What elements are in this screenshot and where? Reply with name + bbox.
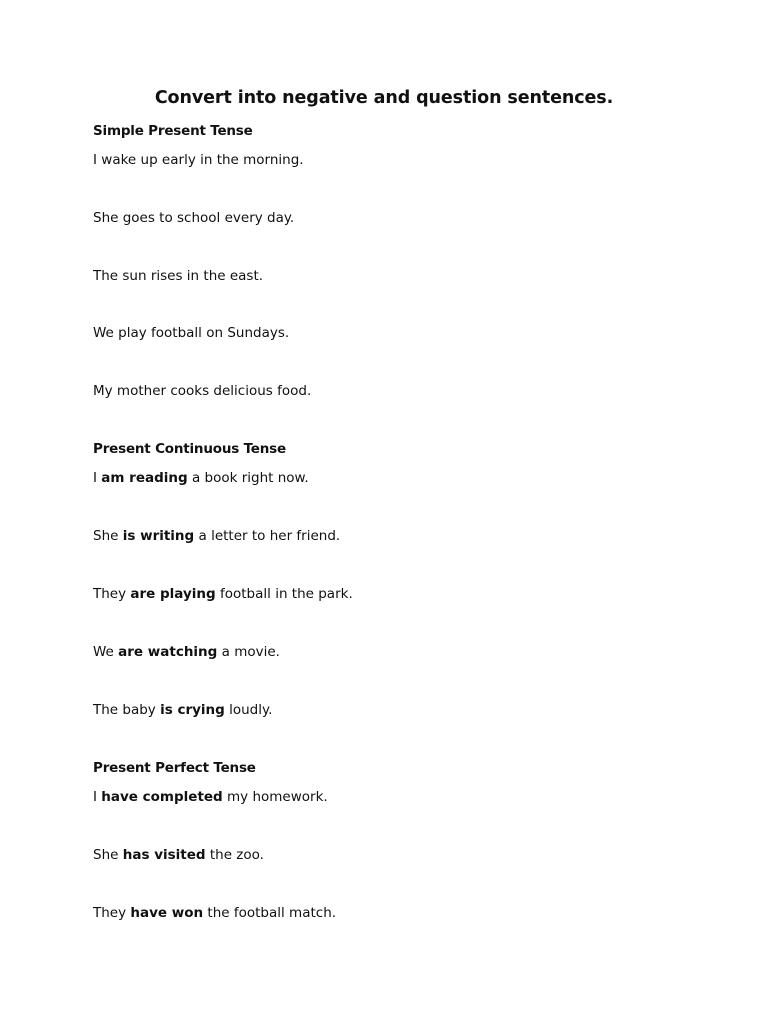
- sentence: We play football on Sundays.: [93, 325, 290, 341]
- sentence: They have won the football match.: [93, 905, 337, 921]
- section-heading-present-continuous: Present Continuous Tense: [93, 441, 286, 457]
- sentence: The baby is crying loudly.: [93, 702, 273, 718]
- section-heading-present-perfect: Present Perfect Tense: [93, 760, 256, 776]
- sentence: She has visited the zoo.: [93, 847, 264, 863]
- sentence: I have completed my homework.: [93, 789, 328, 805]
- sentence: She is writing a letter to her friend.: [93, 528, 341, 544]
- page-title: Convert into negative and question sentences.: [154, 88, 614, 108]
- sentence: She goes to school every day.: [93, 210, 295, 226]
- sentence: I am reading a book right now.: [93, 470, 309, 486]
- sentence: We are watching a movie.: [93, 644, 280, 660]
- sentence: The sun rises in the east.: [93, 268, 264, 284]
- sentence: They are playing football in the park.: [93, 586, 353, 602]
- section-heading-simple-present: Simple Present Tense: [93, 123, 253, 139]
- sentence: I wake up early in the morning.: [93, 152, 304, 168]
- sentence: My mother cooks delicious food.: [93, 383, 312, 399]
